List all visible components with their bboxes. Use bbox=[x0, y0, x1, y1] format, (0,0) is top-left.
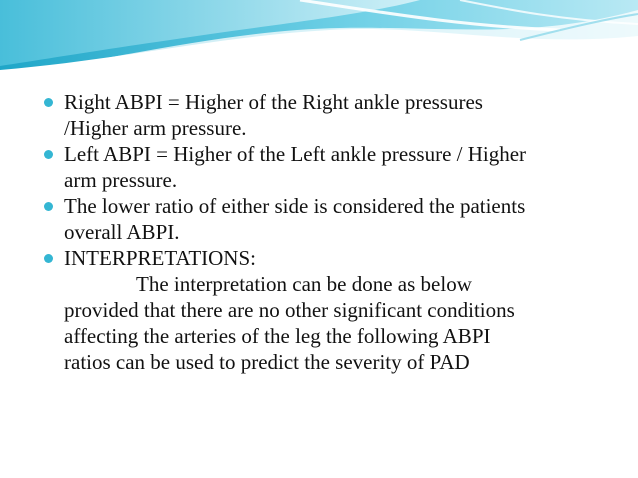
bullet-line: Left ABPI = Higher of the Left ankle pressure / Higher bbox=[64, 142, 527, 166]
bullet-dot-icon bbox=[44, 254, 53, 263]
bullet-right-abpi bbox=[44, 89, 614, 141]
bullet-line: /Higher arm pressure. bbox=[64, 116, 247, 140]
paragraph-line-text: The interpretation can be done as below bbox=[136, 272, 472, 296]
bullet-line: INTERPRETATIONS: bbox=[64, 246, 256, 270]
bullet-line: overall ABPI. bbox=[64, 220, 180, 244]
bullet-dot-icon bbox=[44, 98, 53, 107]
content-body bbox=[44, 89, 614, 375]
bullet-lower-ratio bbox=[44, 193, 614, 245]
bullet-dot-icon bbox=[44, 202, 53, 211]
interpretation-paragraph bbox=[44, 271, 614, 375]
paragraph-line bbox=[64, 271, 614, 297]
bullet-left-abpi bbox=[44, 141, 614, 193]
bullet-line: arm pressure. bbox=[64, 168, 178, 192]
paragraph-line: provided that there are no other significant conditions bbox=[64, 298, 515, 322]
bullet-dot-icon bbox=[44, 150, 53, 159]
paragraph-line: affecting the arteries of the leg the following ABPI bbox=[64, 324, 491, 348]
wave-header-decoration bbox=[0, 0, 638, 80]
bullet-line: The lower ratio of either side is considered the patients bbox=[64, 194, 526, 218]
paragraph-line: ratios can be used to predict the severity of PAD bbox=[64, 350, 470, 374]
bullet-line: Right ABPI = Higher of the Right ankle pressures bbox=[64, 90, 483, 114]
bullet-interpretations bbox=[44, 245, 614, 271]
